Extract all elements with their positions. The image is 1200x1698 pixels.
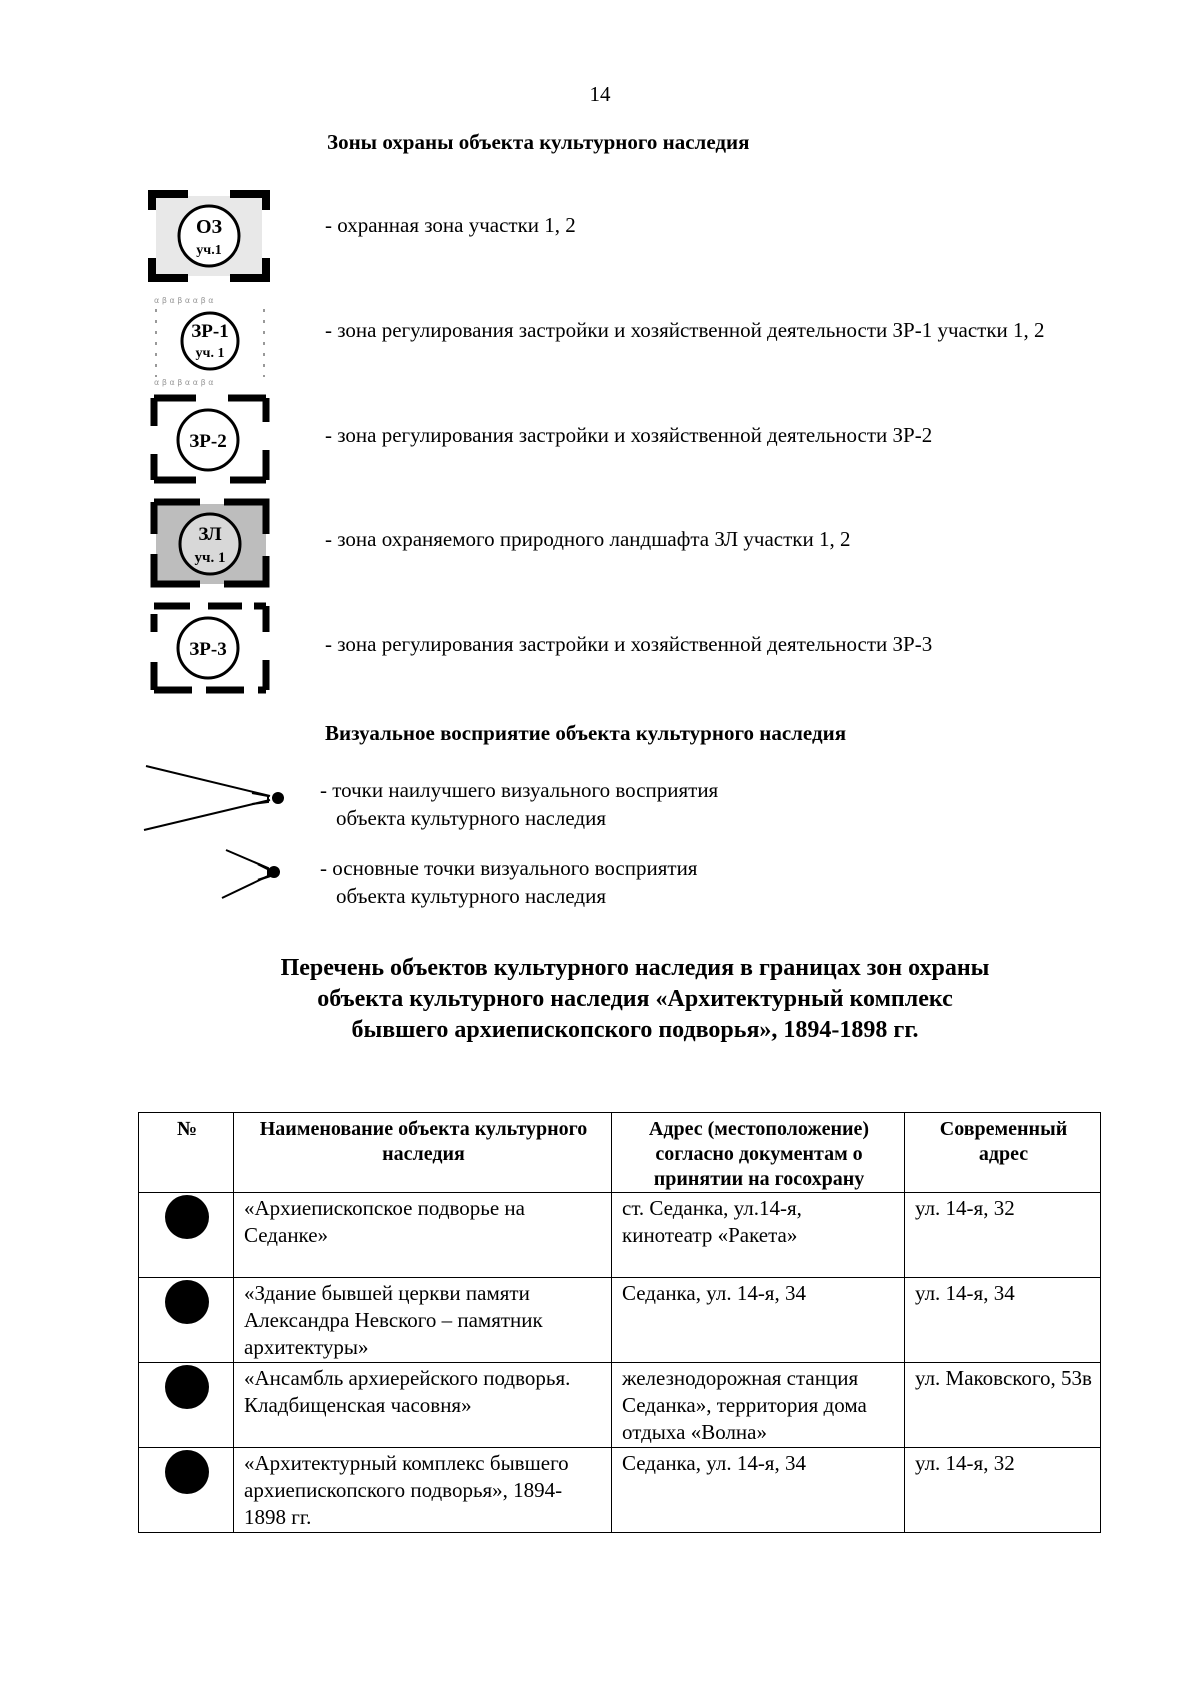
row-address: ст. Седанка, ул.14-я, кинотеатр «Ракета» xyxy=(612,1193,905,1278)
zr3-zone-icon xyxy=(150,602,272,694)
list-title-line3: бывшего архиепископского подворья», 1894-1898 гг. xyxy=(351,1017,919,1043)
row-name: «Архитектурный комплекс бывшего архиепископского подворья», 1894-1898 гг. xyxy=(234,1448,612,1533)
header-name: Наименование объекта культурного наследия xyxy=(234,1113,612,1193)
row-current: ул. 14-я, 34 xyxy=(905,1278,1101,1363)
zones-heading: Зоны охраны объекта культурного наследия xyxy=(327,130,750,154)
best-view-point-line2: объекта культурного наследия xyxy=(336,806,606,830)
header-address: Адрес (местоположение) согласно документам о принятии на госохрану xyxy=(612,1113,905,1193)
table-row xyxy=(139,1278,1101,1363)
best-view-point-label xyxy=(320,776,718,832)
page-number: 14 xyxy=(589,82,611,106)
main-view-point-line2: объекта культурного наследия xyxy=(336,884,606,908)
zr2-circle-top: ЗР-2 xyxy=(189,431,227,452)
zl-circle-top: ЗЛ xyxy=(198,524,222,545)
header-num: № xyxy=(139,1113,234,1193)
object-dot-icon xyxy=(165,1195,209,1239)
zr1-zone-label: - зона регулирования застройки и хозяйственной деятельности ЗР-1 участки 1, 2 xyxy=(325,318,1045,342)
row-marker xyxy=(139,1363,234,1448)
visual-heading: Визуальное восприятие объекта культурного наследия xyxy=(325,721,847,745)
row-address: железнодорожная станция Седанка», территория дома отдыха «Волна» xyxy=(612,1363,905,1448)
row-marker xyxy=(139,1193,234,1278)
row-name: «Архиепископское подворье на Седанке» xyxy=(234,1193,612,1278)
zr1-zone-icon xyxy=(150,293,272,389)
header-current: Современный адрес xyxy=(905,1113,1101,1193)
row-marker xyxy=(139,1448,234,1533)
row-name: «Ансамбль архиерейского подворья. Кладбищенская часовня» xyxy=(234,1363,612,1448)
oz-circle-top: ОЗ xyxy=(195,216,223,238)
svg-text:α β α β α α β α: α β α β α α β α xyxy=(154,296,214,305)
list-title xyxy=(160,953,1110,1046)
oz-zone-icon xyxy=(148,188,270,284)
zr2-zone-icon xyxy=(150,394,272,486)
row-current: ул. Маковского, 53в xyxy=(905,1363,1101,1448)
heritage-table xyxy=(138,1112,1101,1533)
main-view-point-line1: - основные точки визуального восприятия xyxy=(320,856,698,880)
zl-zone-label: - зона охраняемого природного ландшафта ЗЛ участки 1, 2 xyxy=(325,527,851,551)
table-header-row xyxy=(139,1113,1101,1193)
main-view-point-icon xyxy=(218,846,282,902)
zr3-zone-label: - зона регулирования застройки и хозяйственной деятельности ЗР-3 xyxy=(325,632,933,656)
list-title-line2: объекта культурного наследия «Архитектурный комплекс xyxy=(317,986,953,1012)
list-title-line1: Перечень объектов культурного наследия в границах зон охраны xyxy=(280,955,990,981)
row-current: ул. 14-я, 32 xyxy=(905,1448,1101,1533)
object-dot-icon xyxy=(165,1280,209,1324)
row-current: ул. 14-я, 32 xyxy=(905,1193,1101,1278)
row-address: Седанка, ул. 14-я, 34 xyxy=(612,1278,905,1363)
row-marker xyxy=(139,1278,234,1363)
oz-circle-bottom: уч.1 xyxy=(196,243,222,258)
zr2-zone-label: - зона регулирования застройки и хозяйственной деятельности ЗР-2 xyxy=(325,423,933,447)
row-name: «Здание бывшей церкви памяти Александра Невского – памятник архитектуры» xyxy=(234,1278,612,1363)
svg-text:α β α β α α β α: α β α β α α β α xyxy=(154,378,214,387)
zr3-circle-top: ЗР-3 xyxy=(189,639,227,660)
zr1-circle-bottom: уч. 1 xyxy=(195,346,225,361)
zl-zone-icon xyxy=(150,498,272,590)
object-dot-icon xyxy=(165,1365,209,1409)
best-view-point-line1: - точки наилучшего визуального восприятия xyxy=(320,778,719,802)
table-row xyxy=(139,1193,1101,1278)
zr1-circle-top: ЗР-1 xyxy=(191,321,229,342)
table-row xyxy=(139,1448,1101,1533)
object-dot-icon xyxy=(165,1450,209,1494)
best-view-point-icon xyxy=(140,760,290,832)
row-address: Седанка, ул. 14-я, 34 xyxy=(612,1448,905,1533)
table-row xyxy=(139,1363,1101,1448)
oz-zone-label: - охранная зона участки 1, 2 xyxy=(325,213,576,237)
zl-circle-bottom: уч. 1 xyxy=(194,550,226,566)
main-view-point-label xyxy=(320,854,697,910)
